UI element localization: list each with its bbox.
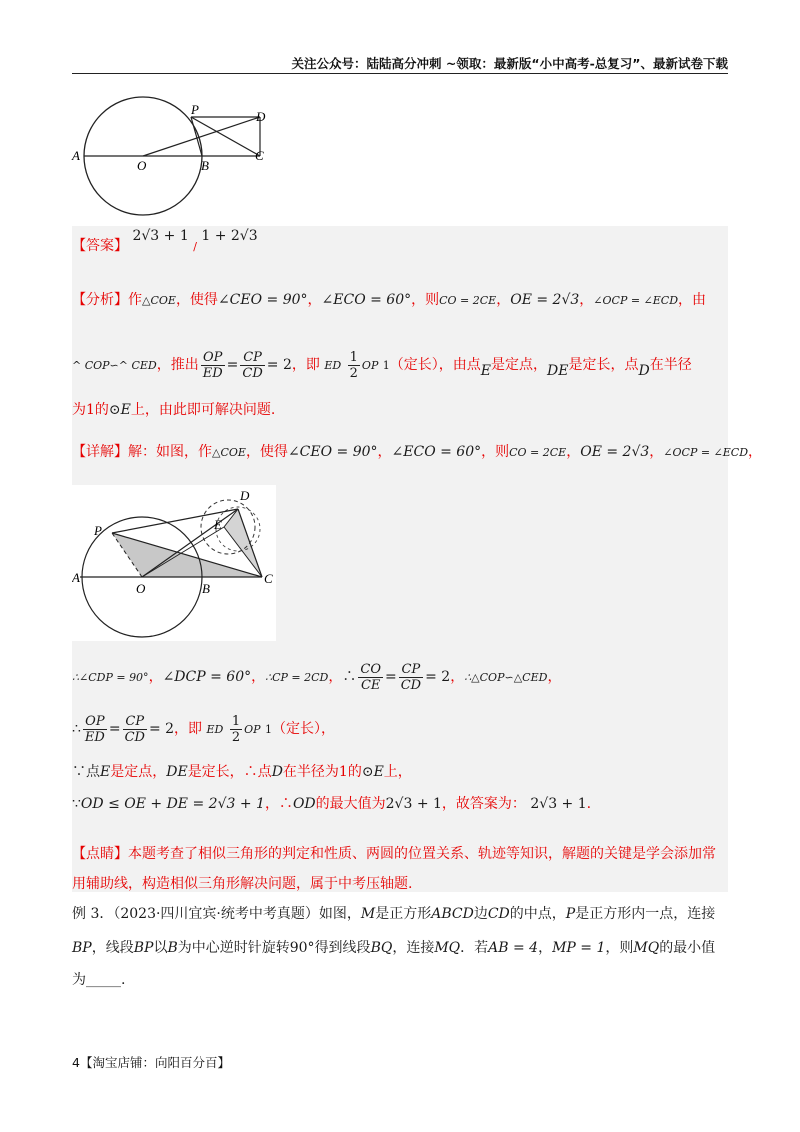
math-eq: ∴∠CDP = 90° bbox=[72, 671, 149, 684]
math-var: B bbox=[167, 940, 178, 956]
text: ∵ bbox=[72, 796, 81, 812]
analysis-line-1 bbox=[72, 290, 728, 311]
text: 以 bbox=[153, 940, 168, 956]
answer-blank[interactable]: _____ bbox=[86, 972, 121, 988]
point-tag: 【点睛】 bbox=[72, 846, 128, 862]
answer-tag: 【答案】 bbox=[72, 238, 128, 254]
math-var: E bbox=[100, 764, 111, 780]
math-eq: AB = 4 bbox=[488, 940, 539, 956]
math-var: M bbox=[360, 906, 376, 922]
math-var: ED bbox=[324, 359, 342, 372]
text: ， bbox=[328, 669, 343, 685]
text: ∵点 bbox=[72, 764, 100, 780]
math-var: 90° bbox=[289, 940, 315, 956]
fraction: $\frac{1}{2}$ bbox=[231, 713, 241, 745]
text: ， bbox=[566, 444, 581, 460]
fraction: $\frac{CP}{CD}$ bbox=[400, 661, 422, 693]
label-a: A bbox=[72, 570, 80, 585]
point-text-2: 用辅助线，构造相似三角形解决问题，属于中考压轴题. bbox=[72, 876, 413, 892]
detail-line-1 bbox=[72, 442, 763, 463]
math-var: E bbox=[480, 363, 492, 379]
math-var: ED bbox=[206, 723, 224, 736]
label-p: P bbox=[94, 523, 102, 538]
math-angle: ∠CEO = 90° bbox=[217, 292, 308, 308]
text: ， bbox=[450, 669, 465, 685]
text: 的最小值 bbox=[659, 940, 716, 956]
text: 在半径为1的 bbox=[282, 764, 362, 780]
math-triangle: △COE bbox=[212, 446, 246, 459]
label-e: E bbox=[214, 517, 222, 532]
text: 的最大值为 bbox=[315, 796, 386, 812]
text: ， bbox=[148, 669, 163, 685]
math-eq: 2√3 + 1 bbox=[385, 796, 442, 812]
math-var: P bbox=[565, 906, 576, 922]
fraction: $\frac{CO}{CE}$ bbox=[360, 661, 381, 693]
detail-step-2: ∴ $\frac{OP}{ED}$ = $\frac{CP}{CD}$ = 2，即 ED $\frac{1}{2}$ OP 1（定长）， bbox=[72, 713, 335, 745]
math-angle: ∠ECO = 60° bbox=[391, 444, 482, 460]
text: 上， bbox=[383, 764, 412, 780]
math-var: OD bbox=[292, 796, 316, 812]
label-b: B bbox=[202, 581, 210, 596]
math-circle: ⊙E bbox=[361, 764, 384, 780]
label-b: B bbox=[201, 158, 209, 173]
text: ， bbox=[748, 444, 763, 460]
text: 是定点， bbox=[110, 764, 167, 780]
label-p: P bbox=[191, 102, 199, 117]
answer-line bbox=[72, 228, 728, 257]
analysis-line-3 bbox=[72, 400, 728, 420]
text: ， bbox=[547, 669, 562, 685]
math-similar: ∴△COP∽△CED bbox=[464, 671, 548, 684]
math-var: 1 bbox=[382, 359, 390, 372]
math-var: BQ bbox=[370, 940, 393, 956]
answer-separator: / bbox=[193, 240, 197, 253]
text: 为1的 bbox=[72, 402, 109, 418]
text: ，则 bbox=[605, 940, 634, 956]
math-eq: ∠OCP = ∠ECD bbox=[663, 446, 749, 459]
text: ， bbox=[538, 940, 553, 956]
math-eq: = 2 bbox=[148, 721, 175, 737]
math-var: DE bbox=[547, 363, 569, 379]
analysis-tag: 【分析】 bbox=[72, 292, 128, 308]
text: ，线段 bbox=[91, 940, 134, 956]
text: ，连接 bbox=[392, 940, 435, 956]
text: 是正方形 bbox=[375, 906, 432, 922]
math-var: ABCD bbox=[431, 906, 474, 922]
math-angle: ∠CEO = 90° bbox=[287, 444, 378, 460]
text: （定长），由点 bbox=[389, 357, 481, 373]
point-line-1 bbox=[72, 844, 728, 864]
text: ，使得 bbox=[175, 292, 218, 308]
math-eq: 2√3 + 1 bbox=[530, 796, 587, 812]
text: ， bbox=[649, 444, 664, 460]
text: . bbox=[121, 972, 126, 988]
fraction: $\frac{CP}{CD}$ bbox=[242, 349, 263, 381]
detail-step-4 bbox=[72, 794, 728, 814]
math-eq: ∠DCP = 60° bbox=[162, 669, 252, 685]
detail-step-3 bbox=[72, 762, 728, 782]
text: ，由 bbox=[678, 292, 707, 308]
label-d: D bbox=[240, 488, 250, 503]
text: ，故答案为： bbox=[441, 796, 526, 812]
math-triangle: △COE bbox=[142, 294, 176, 307]
text: ，即 bbox=[291, 357, 320, 373]
math-eq: CO = 2CE bbox=[439, 294, 497, 307]
math-symbol: ∴ bbox=[72, 721, 81, 737]
text: 上，由此即可解决问题. bbox=[130, 402, 276, 418]
math-var: CD bbox=[487, 906, 510, 922]
math-circle: ⊙E bbox=[108, 402, 131, 418]
math-var: OP bbox=[244, 723, 261, 736]
math-var: MQ bbox=[633, 940, 660, 956]
figure-circle-square bbox=[70, 90, 290, 220]
text: . bbox=[586, 796, 592, 812]
text: 在半径 bbox=[649, 357, 692, 373]
math-eq: OE = 2√3 bbox=[510, 292, 580, 308]
fraction: $\frac{OP}{ED}$ bbox=[84, 713, 105, 745]
figure-construction bbox=[72, 485, 276, 641]
text: ， bbox=[377, 444, 392, 460]
text: 的中点， bbox=[509, 906, 566, 922]
text: ．若 bbox=[460, 940, 489, 956]
math-eq: MP = 1 bbox=[552, 940, 606, 956]
page-header: 关注公众号：陆陆高分冲刺 ~领取：最新版“小中高考-总复习”、最新试卷下载 bbox=[291, 56, 728, 71]
math-eq: = 2 bbox=[425, 669, 451, 685]
text: ，推出 bbox=[156, 357, 199, 373]
math-eq: OE = 2√3 bbox=[580, 444, 650, 460]
page-footer: 4【淘宝店铺：向阳百分百】 bbox=[72, 1055, 230, 1070]
label-c: C bbox=[264, 571, 273, 586]
fraction: $\frac{OP}{ED}$ bbox=[202, 349, 223, 381]
text: 是定点， bbox=[491, 357, 548, 373]
text: 为中心逆时针旋转 bbox=[177, 940, 290, 956]
text: 例 3．（2023·四川宜宾·统考中考真题）如图， bbox=[72, 906, 361, 922]
math-eq: ∠OCP = ∠ECD bbox=[593, 294, 679, 307]
text: （定长）， bbox=[271, 721, 335, 737]
detail-step-1: ∴∠CDP = 90°，∠DCP = 60°，∴CP = 2CD，∴ $\frac{CO}{CE}$ = $\frac{CP}{CD}$ = 2，∴△COP∽△CED， bbox=[72, 661, 562, 693]
text: ， bbox=[496, 292, 511, 308]
detail-tag: 【详解】 bbox=[72, 444, 128, 460]
text: ，∴ bbox=[264, 796, 293, 812]
text: ，即 bbox=[174, 721, 203, 737]
math-eq: = 2 bbox=[266, 357, 292, 373]
text: 解：如图，作 bbox=[128, 444, 212, 460]
label-o: O bbox=[136, 581, 146, 596]
math-similar: ^ COP∽^ CED bbox=[72, 359, 157, 372]
math-var: D bbox=[271, 764, 283, 780]
label-d: D bbox=[256, 109, 266, 124]
text: ，使得 bbox=[245, 444, 288, 460]
point-text-1: 本题考查了相似三角形的判定和性质、两圆的位置关系、轨迹等知识，解题的关键是学会添加常 bbox=[128, 846, 716, 862]
example-line-2 bbox=[72, 938, 728, 958]
text: 是定长，∴点 bbox=[187, 764, 272, 780]
math-eq: ∴CP = 2CD bbox=[265, 671, 329, 684]
text: 是正方形内一点，连接 bbox=[575, 906, 716, 922]
math-angle: ∠ECO = 60° bbox=[321, 292, 412, 308]
text: ，则 bbox=[411, 292, 440, 308]
text: 为 bbox=[72, 972, 86, 988]
text: 是定长，点 bbox=[568, 357, 639, 373]
text: 得到线段 bbox=[314, 940, 371, 956]
label-c: C bbox=[255, 148, 264, 163]
point-line-2 bbox=[72, 874, 728, 894]
fraction: $\frac{1}{2}$ bbox=[349, 349, 358, 381]
text: 作 bbox=[128, 292, 142, 308]
math-var: BP bbox=[133, 940, 154, 956]
math-eq: CO = 2CE bbox=[509, 446, 567, 459]
answer-value-2: 1 + 2√3 bbox=[201, 228, 258, 244]
math-var: 1 bbox=[264, 723, 272, 736]
math-var: BP bbox=[72, 940, 92, 956]
text: ，则 bbox=[481, 444, 510, 460]
text: ， bbox=[579, 292, 594, 308]
header-rule bbox=[72, 73, 728, 74]
label-o: O bbox=[137, 158, 147, 173]
math-var: DE bbox=[166, 764, 188, 780]
label-a: A bbox=[72, 148, 80, 163]
math-var: D bbox=[638, 363, 650, 379]
math-var: MQ bbox=[434, 940, 461, 956]
math-symbol: ∴ bbox=[342, 669, 357, 685]
text: ， bbox=[307, 292, 322, 308]
math-inequality: OD ≤ OE + DE = 2√3 + 1 bbox=[80, 796, 265, 812]
math-var: OP bbox=[361, 359, 379, 372]
answer-value-1: 2√3 + 1 bbox=[132, 228, 189, 244]
fraction: $\frac{CP}{CD}$ bbox=[124, 713, 145, 745]
example-line-3 bbox=[72, 970, 728, 990]
text: 边 bbox=[473, 906, 488, 922]
analysis-line-2: ^ COP∽^ CED，推出 $\frac{OP}{ED}$ = $\frac{CP}{CD}$ = 2，即 ED $\frac{1}{2}$ OP 1（定长），由点E是定点，DE是定长，点D在半径 bbox=[72, 349, 692, 381]
text: ， bbox=[251, 669, 266, 685]
example-line-1 bbox=[72, 904, 728, 924]
